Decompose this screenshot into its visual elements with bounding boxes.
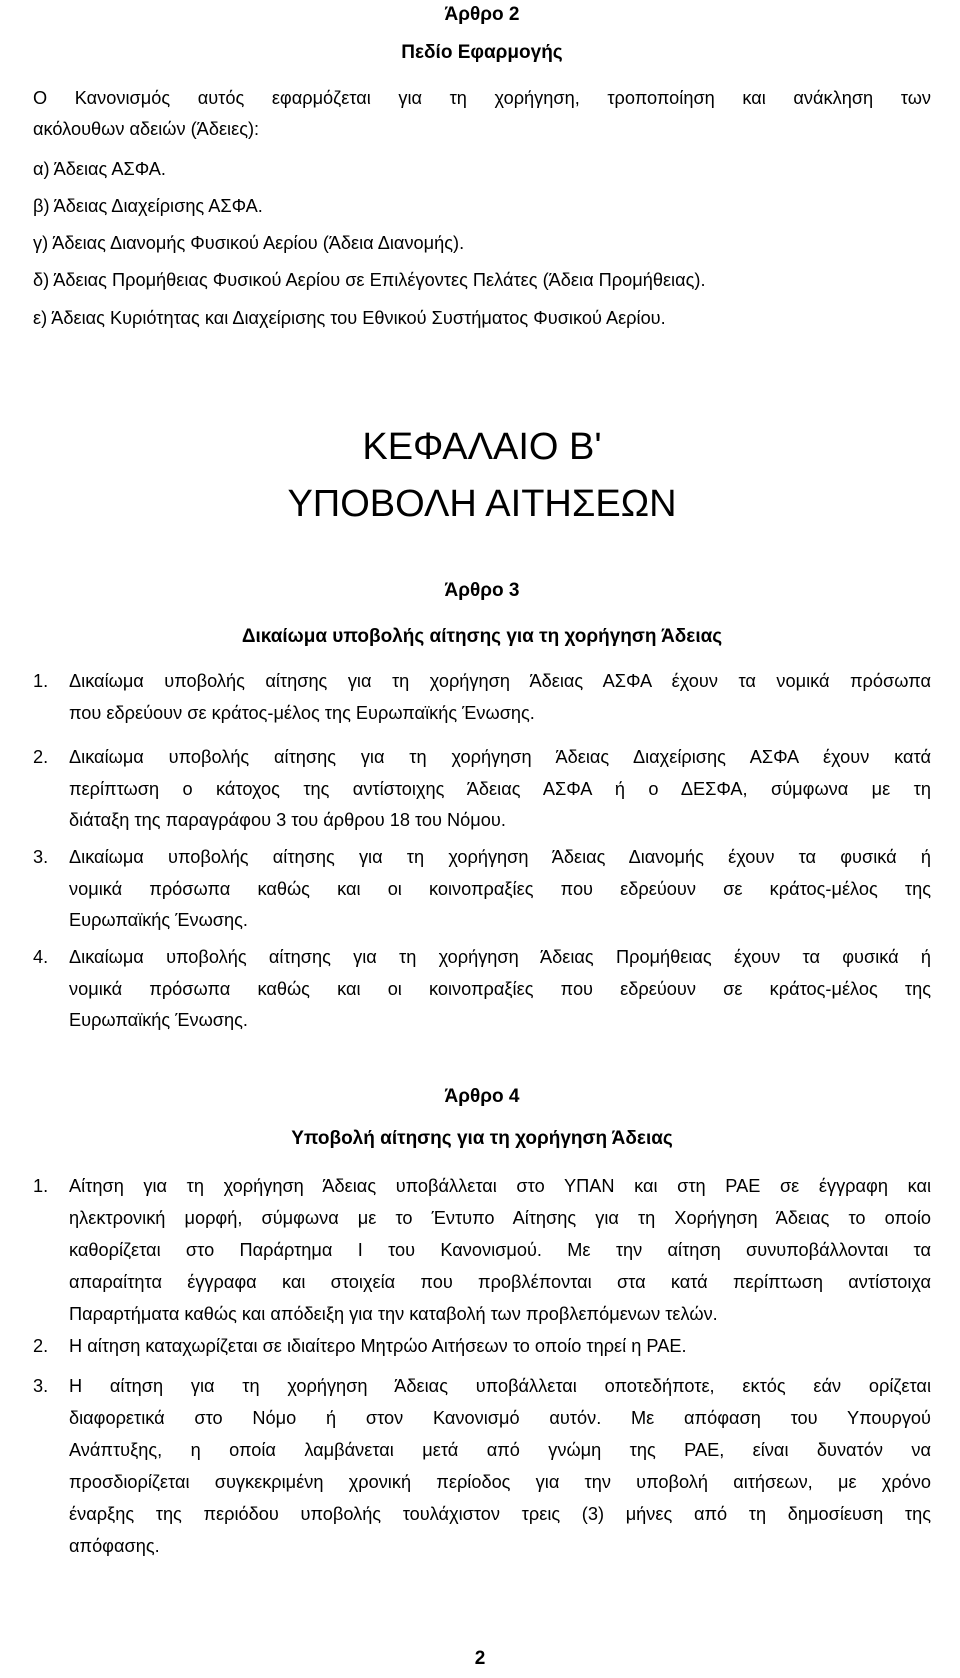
paragraph-line: Ευρωπαϊκής Ένωσης.	[69, 910, 248, 930]
article-2-intro-line-2: ακόλουθων αδειών (Άδειες):	[33, 119, 260, 139]
license-item: ε) Άδειας Κυριότητας και Διαχείρισης του Εθνικού Συστήματος Φυσικού Αερίου.	[33, 308, 666, 328]
paragraph-line: που εδρεύουν σε κράτος-μέλος της Ευρωπαϊκής Ένωσης.	[69, 702, 535, 723]
license-item: γ) Άδειας Διανομής Φυσικού Αερίου (Άδεια Διανομής).	[33, 233, 465, 253]
paragraph-line: ηλεκτρονική μορφή, σύμφωνα με το Έντυπο Αίτησης για τη Χορήγηση Άδειας το οποίο	[69, 1208, 931, 1228]
paragraph-line: νομικά πρόσωπα καθώς και οι κοινοπραξίες που εδρεύουν σε κράτος-μέλος της	[69, 878, 931, 899]
paragraph-line: νομικά πρόσωπα καθώς και οι κοινοπραξίες που εδρεύουν σε κράτος-μέλος της	[69, 978, 931, 999]
paragraph-line: περίπτωση ο κάτοχος της αντίστοιχης Άδειας ΑΣΦΑ ή ο ΔΕΣΦΑ, σύμφωνα με τη	[69, 778, 931, 799]
paragraph-number: 1.	[33, 671, 49, 691]
paragraph-line: Η αίτηση για τη χορήγηση Άδειας υποβάλλεται οποτεδήποτε, εκτός εάν ορίζεται	[69, 1376, 931, 1396]
paragraph-line: διάταξη της παραγράφου 3 του άρθρου 18 του Νόμου.	[69, 810, 506, 830]
paragraph-line: καθορίζεται στο Παράρτημα Ι του Κανονισμού. Με την αίτηση συνυποβάλλονται τα	[69, 1240, 931, 1260]
paragraph-line: Η αίτηση καταχωρίζεται σε ιδιαίτερο Μητρώο Αιτήσεων το οποίο τηρεί η ΡΑΕ.	[69, 1336, 687, 1356]
article-2-title: Άρθρο 2	[444, 4, 520, 25]
article-3-subtitle: Δικαίωμα υποβολής αίτησης για τη χορήγηση Άδειας	[241, 626, 723, 647]
paragraph-line: προσδιορίζεται συγκεκριμένη χρονική περίοδος για την υποβολή αιτήσεων, με χρόνο	[69, 1472, 931, 1492]
paragraph-number: 3.	[33, 847, 49, 867]
paragraph-line: Δικαίωμα υποβολής αίτησης για τη χορήγηση Άδειας Προμήθειας έχουν τα φυσικά ή	[69, 947, 931, 967]
paragraph-line: Παραρτήματα καθώς και απόδειξη για την καταβολή των προβλεπόμενων τελών.	[69, 1304, 718, 1324]
paragraph-line: έναρξης της περιόδου υποβολής τουλάχιστον τρεις (3) μήνες από τη δημοσίευση της	[69, 1504, 931, 1524]
article-4-subtitle: Υποβολή αίτησης για τη χορήγηση Άδειας	[291, 1128, 673, 1149]
paragraph-number: 2.	[33, 1336, 49, 1356]
chapter-subtitle: ΥΠΟΒΟΛΗ ΑΙΤΗΣΕΩΝ	[287, 483, 677, 525]
paragraph-line: Αίτηση για τη χορήγηση Άδειας υποβάλλεται στο ΥΠΑΝ και στη ΡΑΕ σε έγγραφη και	[69, 1176, 931, 1196]
paragraph-line: απόφασης.	[69, 1536, 160, 1556]
license-item: δ) Άδειας Προμήθειας Φυσικού Αερίου σε Επιλέγοντες Πελάτες (Άδεια Προμήθειας).	[33, 270, 706, 290]
article-4-title: Άρθρο 4	[444, 1086, 520, 1107]
paragraph-number: 4.	[33, 947, 49, 967]
paragraph-line: διαφορετικά στο Νόμο ή στον Κανονισμό αυτόν. Με απόφαση του Υπουργού	[69, 1408, 931, 1428]
paragraph-line: Ευρωπαϊκής Ένωσης.	[69, 1010, 248, 1030]
article-2-intro-line-1: Ο Κανονισμός αυτός εφαρμόζεται για τη χορήγηση, τροποποίηση και ανάκληση των	[33, 88, 931, 108]
page-number: 2	[474, 1648, 486, 1669]
paragraph-line: Δικαίωμα υποβολής αίτησης για τη χορήγηση Άδειας Διανομής έχουν τα φυσικά ή	[69, 847, 931, 867]
paragraph-line: Δικαίωμα υποβολής αίτησης για τη χορήγηση Άδειας ΑΣΦΑ έχουν τα νομικά πρόσωπα	[69, 671, 931, 691]
paragraph-line: Δικαίωμα υποβολής αίτησης για τη χορήγηση Άδειας Διαχείρισης ΑΣΦΑ έχουν κατά	[69, 747, 931, 767]
paragraph-number: 2.	[33, 747, 49, 767]
license-item: β) Άδειας Διαχείρισης ΑΣΦΑ.	[33, 196, 263, 216]
paragraph-line: Ανάπτυξης, η οποία λαμβάνεται μετά από γνώμη της ΡΑΕ, είναι δυνατόν να	[69, 1440, 931, 1460]
article-2-subtitle: Πεδίο Εφαρμογής	[401, 42, 563, 63]
article-3-title: Άρθρο 3	[444, 580, 520, 601]
paragraph-number: 3.	[33, 1376, 49, 1396]
license-item: α) Άδειας ΑΣΦΑ.	[33, 159, 166, 179]
paragraph-number: 1.	[33, 1176, 49, 1196]
paragraph-line: απαραίτητα έγγραφα και στοιχεία που προβλέπονται στα κατά περίπτωση αντίστοιχα	[69, 1272, 931, 1292]
chapter-title: ΚΕΦΑΛΑΙΟ Β'	[362, 426, 602, 468]
